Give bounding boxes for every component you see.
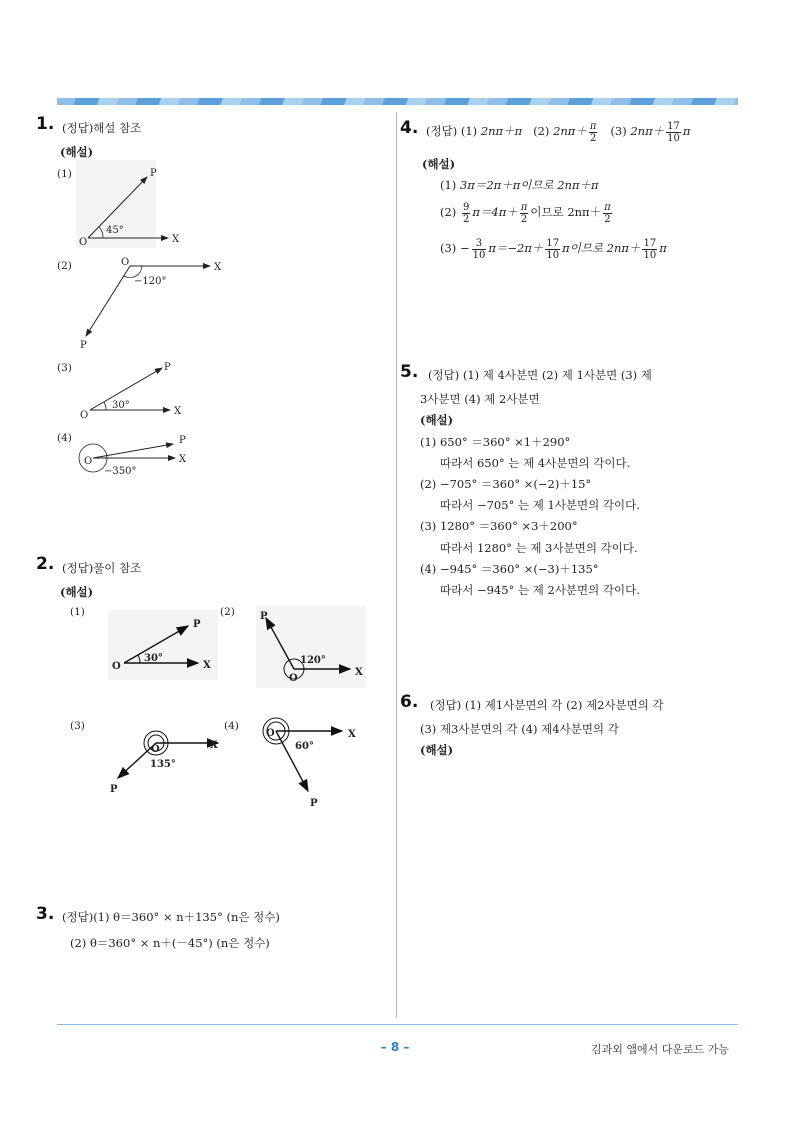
q2-fig2-o: O — [289, 673, 298, 684]
q2-fig3-angle: 135° — [150, 759, 176, 770]
q3-line1: (정답)(1) θ＝360° × n＋135° (n은 정수) — [62, 910, 280, 924]
q6-explain-heading: (해설) — [420, 743, 454, 757]
q6-answer-line2: (3) 제3사분면의 각 (4) 제4사분면의 각 — [420, 722, 619, 736]
q6-number: 6. — [400, 692, 419, 712]
q5-explain-heading: (해설) — [420, 413, 454, 427]
q2-fig1-angle: 30° — [144, 653, 163, 664]
q2-part3-label: (3) — [70, 720, 85, 732]
q1-fig4-angle: −350° — [104, 466, 137, 477]
q1-fig3-p: P — [164, 362, 171, 373]
q2-part2-label: (2) — [220, 606, 235, 618]
q4-answer: (정답) (1) 2nπ＋π (2) 2nπ＋ $\frac{\pi}{2}$ (3) 2nπ＋ $\frac{17}{10}$ π — [426, 120, 691, 144]
footer-line — [57, 1024, 738, 1025]
q1-fig1-o: O — [79, 237, 88, 248]
q2-answer: (정답)풀이 참조 — [62, 561, 142, 575]
q1-fig1-x: X — [172, 234, 180, 245]
q1-fig3-o: O — [80, 410, 89, 421]
q4-a3-pre: 2nπ＋ — [630, 124, 665, 138]
q5-line-7: (4) −945° ＝360° ×(−3)＋135° — [420, 562, 599, 576]
q2-explain-heading: (해설) — [60, 585, 94, 599]
q5-number: 5. — [400, 362, 419, 382]
footer-download-note: 김과외 앱에서 다운로드 가능 — [590, 1043, 729, 1056]
q3-number: 3. — [36, 904, 55, 924]
q2-fig1-o: O — [112, 661, 121, 672]
page-number: – 8 – — [380, 1040, 410, 1054]
q2-fig3-p: P — [110, 784, 118, 795]
q2-fig2-angle: 120° — [300, 655, 326, 666]
q4-explain-heading: (해설) — [422, 157, 456, 171]
q5-line-3: (2) −705° ＝360° ×(−2)＋15° — [420, 477, 592, 491]
q1-fig2-p: P — [80, 340, 87, 351]
q2-fig4-angle: 60° — [295, 741, 314, 752]
q5-line-2: 따라서 650° 는 제 4사분면의 각이다. — [440, 456, 631, 470]
q2-fig1-x: X — [203, 660, 211, 671]
q4-a2-fraction: $\frac{\pi}{2}$ — [589, 120, 597, 144]
q5-line-4: 따라서 −705° 는 제 1사분면의 각이다. — [440, 498, 640, 512]
q2-fig2-p: P — [260, 611, 268, 622]
q1-explain-heading: (해설) — [60, 145, 94, 159]
q5-line-6: 따라서 1280° 는 제 3사분면의 각이다. — [440, 541, 638, 555]
q5-answer-line1: (정답) (1) 제 4사분면 (2) 제 1사분면 (3) 제 — [428, 368, 652, 382]
q1-fig1-angle: 45° — [106, 225, 124, 236]
q2-fig1-arc — [138, 655, 140, 663]
q4-a3-label: (3) — [610, 124, 627, 138]
q2-fig4-o: O — [266, 728, 275, 739]
q2-part4-label: (4) — [224, 720, 239, 732]
q1-fig4-p: P — [179, 435, 186, 446]
q4-a1: 2nπ＋π — [480, 124, 523, 138]
q3-line2: (2) θ＝360° × n＋(－45°) (n은 정수) — [70, 936, 270, 950]
q1-fig4-x: X — [179, 454, 187, 465]
q4-answer-prefix: (정답) — [426, 124, 458, 138]
q1-fig2-o: O — [121, 257, 130, 268]
q2-part1-label: (1) — [70, 606, 85, 618]
q4-step1: (1) 3π＝2π＋π이므로 2nπ＋π — [440, 178, 599, 192]
q4-a3-fraction: $\frac{17}{10}$ — [667, 120, 680, 144]
q1-part3-label: (3) — [57, 362, 72, 374]
q5-line-8: 따라서 −945° 는 제 2사분면의 각이다. — [440, 583, 640, 597]
q1-fig1-p: P — [150, 168, 157, 179]
q2-fig4-p: P — [310, 798, 318, 809]
q6-answer-line1: (정답) (1) 제1사분면의 각 (2) 제2사분면의 각 — [430, 698, 664, 712]
q1-part1-label: (1) — [57, 168, 72, 180]
q5-answer-line2: 3사분면 (4) 제 2사분면 — [420, 392, 540, 406]
q1-part2-label: (2) — [57, 260, 72, 272]
q2-number: 2. — [36, 554, 55, 574]
q1-fig3-angle: 30° — [112, 400, 130, 411]
q2-fig3-o: O — [151, 744, 160, 755]
q4-step2: (2) $\frac{9}{2}$ π＝4π＋ $\frac{\pi}{2}$ 이므로 2nπ＋ $\frac{\pi}{2}$ — [440, 201, 611, 225]
q2-fig2-ray-p — [266, 618, 294, 669]
q5-line-1: (1) 650° ＝360° ×1＋290° — [420, 435, 571, 449]
q1-fig2-x: X — [214, 262, 222, 273]
q1-number: 1. — [36, 114, 55, 134]
q2-fig1-p: P — [193, 619, 201, 630]
q4-a2-label: (2) — [533, 124, 550, 138]
q4-a1-label: (1) — [460, 124, 478, 138]
q2-fig4-ray-p — [276, 731, 308, 791]
q2-fig4-x: X — [348, 729, 356, 740]
q4-a2-pre: 2nπ＋ — [553, 124, 587, 138]
q2-fig3-x: X — [210, 740, 218, 751]
q2-fig2-x: X — [355, 667, 363, 678]
q5-line-5: (3) 1280° ＝360° ×3＋200° — [420, 519, 578, 533]
q1-fig3-x: X — [174, 406, 182, 417]
q4-step3: (3) − $\frac{3}{10}$ π＝−2π＋ $\frac{17}{10}$ π이므로 2nπ＋ $\frac{17}{10}$ π — [440, 237, 667, 261]
q1-fig4-o: O — [84, 456, 93, 467]
q4-number: 4. — [400, 118, 419, 138]
q1-answer: (정답)해설 참조 — [62, 121, 142, 135]
q1-part4-label: (4) — [57, 432, 72, 444]
q1-fig2-angle: −120° — [134, 276, 167, 287]
